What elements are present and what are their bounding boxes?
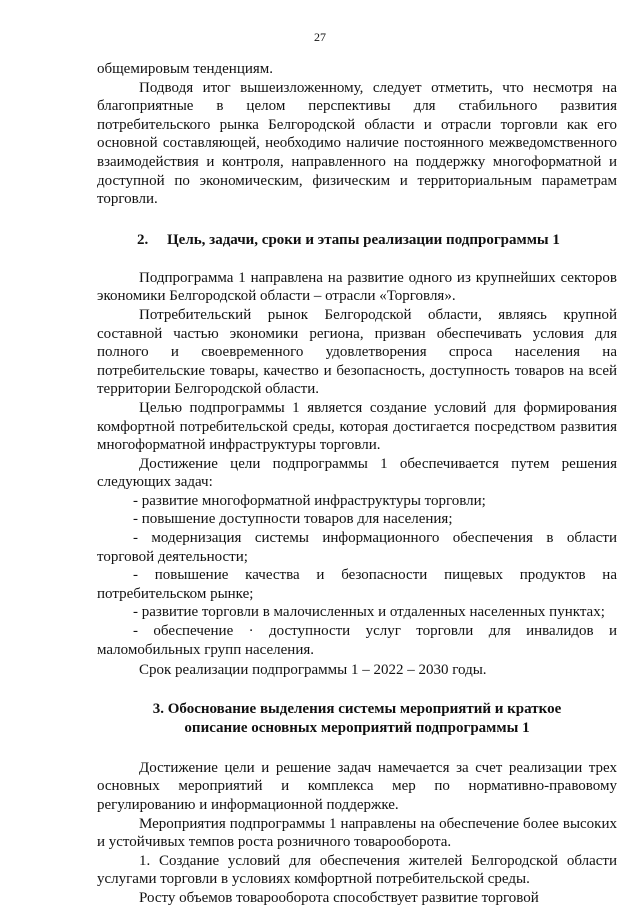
task-item: - повышение доступности товаров для населения; (133, 511, 453, 528)
section-3-heading-line-1: 3. Обоснование выделения системы мероприятий и краткое (152, 700, 562, 717)
section-3-paragraph-4: Росту объемов товарооборота способствует развитие торговой (139, 889, 539, 906)
intro-paragraph-2: Подводя итог вышеизложенному, следует отметить, что несмотря на благоприятные в целом перспективы для стабильного развития потребительского рынка Белгородской области и отрасли торговли как его основной составляющей, необходимо наличие постоянного межведомственного взаимодействия и контроля, направленного на поддержку многоформатной и доступной по экономическим, физическим и территориальным параметрам торговли. (97, 79, 617, 208)
section-3-paragraph-3: 1. Создание условий для обеспечения жителей Белгородской области услугами торговли в условиях комфортной потребительской среды. (97, 852, 617, 888)
task-item: - модернизация системы информационного обеспечения в области торговой деятельности; (97, 530, 617, 565)
section-2-paragraph-1: Подпрограмма 1 направлена на развитие одного из крупнейших секторов экономики Белгородской области – отрасли «Торговля». (97, 269, 617, 305)
section-3-paragraph-2: Мероприятия подпрограммы 1 направлены на обеспечение более высоких и устойчивых темпов роста розничного товарооборота. (97, 815, 617, 851)
page-content (97, 60, 617, 908)
section-2-paragraph-4: Достижение цели подпрограммы 1 обеспечивается путем решения следующих задач: (97, 455, 617, 491)
section-2-heading: 2. Цель, задачи, сроки и этапы реализации подпрограммы 1 (137, 231, 560, 248)
task-item: - повышение качества и безопасности пищевых продуктов на потребительском рынке; (97, 567, 617, 602)
page-number: 27 (314, 30, 326, 44)
section-3-paragraph-1: Достижение цели и решение задач намечается за счет реализации трех основных мероприятий и комплекса мер по нормативно-правовому регулированию и информационной поддержке. (97, 759, 617, 813)
task-item: - обеспечение · доступности услуг торговли для инвалидов и маломобильных групп населения. (97, 623, 617, 658)
task-list (97, 492, 617, 659)
section-2-paragraph-2: Потребительский рынок Белгородской области, являясь крупной составной частью экономики региона, призван обеспечивать условия для полного и своевременного удовлетворения спроса населения на потребительские товары, качество и безопасность, доступность товаров на всей территории Белгородской области. (97, 306, 617, 398)
section-3-heading (97, 700, 617, 738)
task-item: - развитие многоформатной инфраструктуры торговли; (133, 492, 486, 509)
program-term: Срок реализации подпрограммы 1 – 2022 – 2030 годы. (139, 662, 487, 679)
task-item: - развитие торговли в малочисленных и отдаленных населенных пунктах; (133, 604, 605, 621)
section-2-paragraph-3: Целью подпрограммы 1 является создание условий для формирования комфортной потребительской среды, которая достигается посредством развития многоформатной инфраструктуры торговли. (97, 399, 617, 454)
section-3-heading-line-2: описание основных мероприятий подпрограммы 1 (184, 719, 530, 736)
intro-paragraph-1: общемировым тенденциям. (97, 61, 274, 77)
